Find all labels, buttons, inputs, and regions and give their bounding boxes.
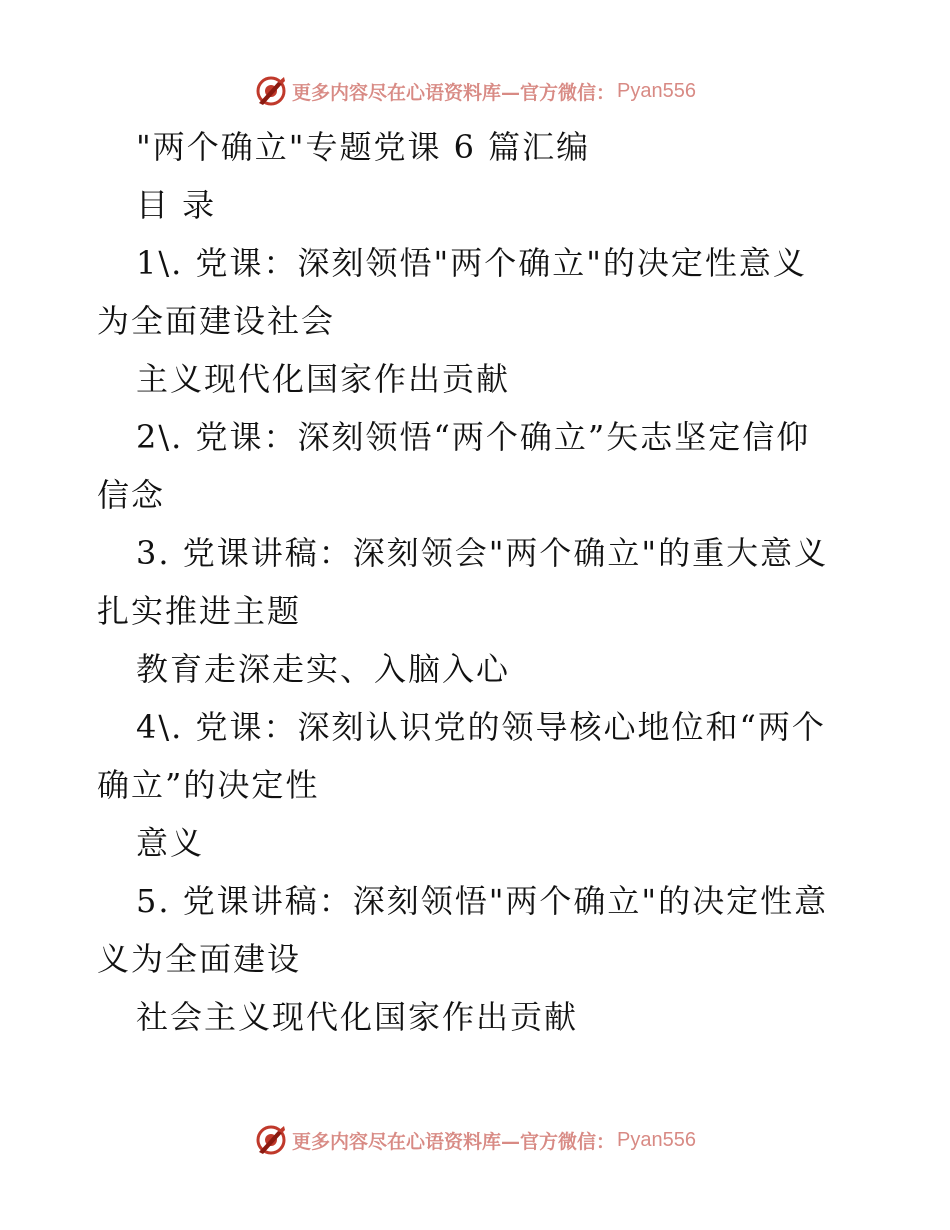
toc-line: 确立”的决定性 [97, 766, 320, 804]
toc-line: 主义现代化国家作出贡献 [136, 360, 511, 398]
watermark-text: 更多内容尽在心语资料库—官方微信： [292, 81, 616, 104]
header-watermark [0, 71, 950, 111]
toc-line: 扎实推进主题 [97, 592, 302, 630]
toc-line: 3. 党课讲稿：深刻领会"两个确立"的重大意义 [136, 534, 829, 572]
toc-line: 教育走深走实、入脑入心 [136, 650, 511, 688]
document-title: "两个确立"专题党课 6 篇汇编 [136, 128, 591, 166]
toc-line: 1\. 党课：深刻领悟"两个确立"的决定性意义 [136, 244, 807, 282]
toc-line: 信念 [97, 476, 166, 514]
watermark-id: Pyan556 [617, 79, 696, 102]
footer-watermark [0, 1120, 950, 1160]
toc-line: 义为全面建设 [97, 940, 302, 978]
watermark-id: Pyan556 [617, 1128, 696, 1151]
pen-logo-icon [254, 1123, 288, 1157]
toc-line: 为全面建设社会 [97, 302, 336, 340]
toc-line: 社会主义现代化国家作出贡献 [136, 998, 579, 1036]
toc-heading: 目 录 [136, 186, 217, 224]
watermark-text: 更多内容尽在心语资料库—官方微信： [292, 1130, 616, 1153]
toc-line: 5. 党课讲稿：深刻领悟"两个确立"的决定性意 [136, 882, 829, 920]
toc-line: 意义 [136, 824, 205, 862]
toc-line: 4\. 党课：深刻认识党的领导核心地位和“两个 [136, 708, 826, 746]
pen-logo-icon [254, 74, 288, 108]
toc-line: 2\. 党课：深刻领悟“两个确立”矢志坚定信仰 [136, 418, 811, 456]
